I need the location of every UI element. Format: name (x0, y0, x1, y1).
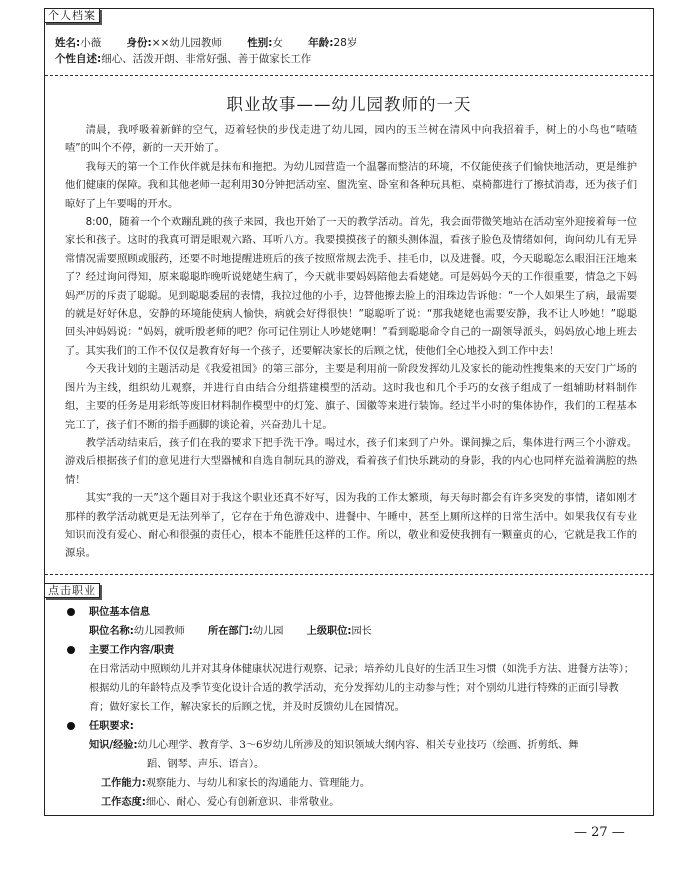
gender-label: 性别: (247, 37, 273, 49)
name-label: 姓名: (55, 37, 81, 49)
attitude-label: 工作态度: (101, 797, 146, 808)
attitude-row (67, 793, 639, 812)
story-body (65, 121, 637, 563)
identity-label: 身份: (126, 37, 152, 49)
duties-text: 在日常活动中照顾幼儿并对其身体健康状况进行观察、记录；培养幼儿良好的生活卫生习惯（如洗手方法、进餐方法等）；根据幼儿的年龄特点及季节变化设计合适的教学活动，充分发挥幼儿的主动参与性；对个别幼儿进行特殊的正面引导教育；做好家长工作，解决家长的后顾之忧，并及时反馈幼儿在园情况。 (89, 664, 635, 713)
identity-value: ××幼儿园教师 (151, 37, 222, 49)
profile-basic-row (55, 36, 379, 50)
divider-story (45, 574, 653, 575)
profile-self-desc-row (55, 52, 311, 66)
story-paragraph: 8:00，随着一个个欢蹦乱跳的孩子来园，我也开始了一天的教学活动。首先，我会面带微笑地站在活动室外迎接着每一位家长和孩子。这时的我真可谓是眼观六路、耳听八方。我要摸摸孩子的额头测体温，看孩子脸色及情绪如何，询问幼儿有无异常情况需要照顾或服药，还要不时地提醒进班后的孩子按照常规去洗手、挂毛巾，以及进餐。哎，今天聪聪怎么眼泪汪汪地来了？经过询问得知，原来聪聪昨晚听说姥姥生病了，今天就非要妈妈陪他去看姥姥。可是妈妈今天的工作很重要，情急之下妈妈严厉的斥责了聪聪。见到聪聪委屈的表情，我拉过他的小手，边替他擦去脸上的泪珠边告诉他：“一个人如果生了病，最需要的就是好好休息，安静的环境能使病人愉快，病就会好得很快！”聪聪听了说：“那我姥姥也需要安静，我不让人吵她！”聪聪回头冲妈妈说：“妈妈，就听殷老师的吧？你可记住别让人吵姥姥啊！”看到聪聪命令自己的一副领导派头，妈妈放心地上班去了。其实我们的工作不仅仅是教育好每一个孩子，还要解决家长的后顾之忧，使他们全心地投入到工作中去！ (65, 216, 637, 357)
divider-profile (45, 75, 653, 76)
page-frame (44, 8, 654, 816)
job-info (67, 603, 639, 812)
attitude-value: 细心、耐心、爱心有创新意识、非常敬业。 (145, 797, 340, 808)
basic-info-heading-text: 职位基本信息 (89, 607, 151, 618)
age-label: 年龄: (308, 37, 334, 49)
duties-heading (67, 641, 639, 660)
story-paragraph: 我每天的第一个工作伙伴就是抹布和拖把。为幼儿园营造一个温馨而整洁的环境，不仅能使孩子们愉快地活动，更是维护他们健康的保障。我和其他老师一起利用30分钟把活动室、盥洗室、卧室和各种玩具柜、桌椅都进行了擦拭消毒，还为孩子们晾好了上午要喝的开水。 (65, 160, 637, 210)
ability-row (67, 774, 639, 793)
bullet-icon (67, 722, 75, 730)
self-desc-value: 细心、活泼开朗、非常好强、善于做家长工作 (101, 53, 312, 65)
position-value: 幼儿园教师 (133, 626, 185, 637)
story-paragraph: 今天我计划的主题活动是《我爱祖国》的第三部分，主要是利用前一阶段发挥幼儿及家长的能动性搜集来的天安门广场的图片为主线，组织幼儿观察，并进行自由结合分组搭建模型的活动。这时我也和几个手巧的女孩子组成了一组辅助材料制作组，主要的任务是用彩纸等废旧材料制作模型中的灯笼、旗子、国徽等来进行装饰。经过半小时的集体协作，我们的工程基本完工了，孩子们不断的指手画脚的谈论着，兴奋劲儿十足。 (65, 363, 637, 431)
job-section-tag: 点击职业 (44, 583, 100, 598)
bullet-icon (67, 646, 75, 654)
story-paragraph: 清晨，我呼吸着新鲜的空气，迈着轻快的步伐走进了幼儿园，园内的玉兰树在清风中向我招着手，树上的小鸟也“喳喳喳”的叫个不停，新的一天开始了。 (65, 124, 637, 155)
dept-value: 幼儿园 (252, 626, 284, 637)
self-desc-label: 个性自述: (55, 53, 102, 65)
story-paragraph: 其实“我的一天”这个题目对于我这个职业还真不好写，因为我的工作太繁琐，每天每时都会有许多突发的事情，诸如刚才那样的教学活动就更是无法列举了，它存在于角色游戏中、进餐中、午睡中，甚至上厕所这样的日常生活中。如果我仅有专业知识而没有爱心、耐心和很强的责任心，根本不能胜任这样的工作。所以，敬业和爱使我拥有一颗童贞的心，它就是我工作的源泉。 (65, 492, 637, 560)
ability-label: 工作能力: (101, 778, 146, 789)
requirements-heading (67, 717, 639, 736)
basic-info-heading (67, 603, 639, 622)
position-label: 职位名称: (89, 626, 134, 637)
knowledge-row (67, 736, 639, 774)
page-number: — 27 — (574, 825, 625, 840)
gender-value: 女 (272, 37, 283, 49)
requirements-heading-text: 任职要求: (89, 721, 134, 732)
knowledge-value: 幼儿心理学、教育学、3～6岁幼儿所涉及的知识领域大纲内容、相关专业技巧（绘画、折剪纸、舞 (137, 740, 579, 751)
profile-section-tag: 个人档案 (44, 8, 100, 23)
superior-label: 上级职位: (306, 626, 352, 637)
duties-heading-text: 主要工作内容/职责 (89, 645, 175, 656)
story-title: 职业故事——幼儿园教师的一天 (226, 95, 472, 114)
bullet-icon (67, 608, 75, 616)
basic-info-row (67, 622, 639, 641)
name-value: 小薇 (80, 37, 102, 49)
knowledge-label: 知识/经验: (89, 740, 138, 751)
story-paragraph: 教学活动结束后，孩子们在我的要求下把手洗干净。喝过水，孩子们来到了户外。课间操之后，集体进行两三个小游戏。游戏后根据孩子们的意见进行大型器械和自选自制玩具的游戏，看着孩子们快乐跳动的身影，我的内心也同样充溢着满腔的热情！ (65, 436, 637, 486)
ability-value: 观察能力、与幼儿和家长的沟通能力、管理能力。 (145, 778, 370, 789)
age-value: 28岁 (333, 37, 358, 49)
superior-value: 园长 (351, 626, 372, 637)
dept-label: 所在部门: (208, 626, 253, 637)
knowledge-value-cont: 蹈、钢琴、声乐、语言）。 (147, 759, 265, 770)
